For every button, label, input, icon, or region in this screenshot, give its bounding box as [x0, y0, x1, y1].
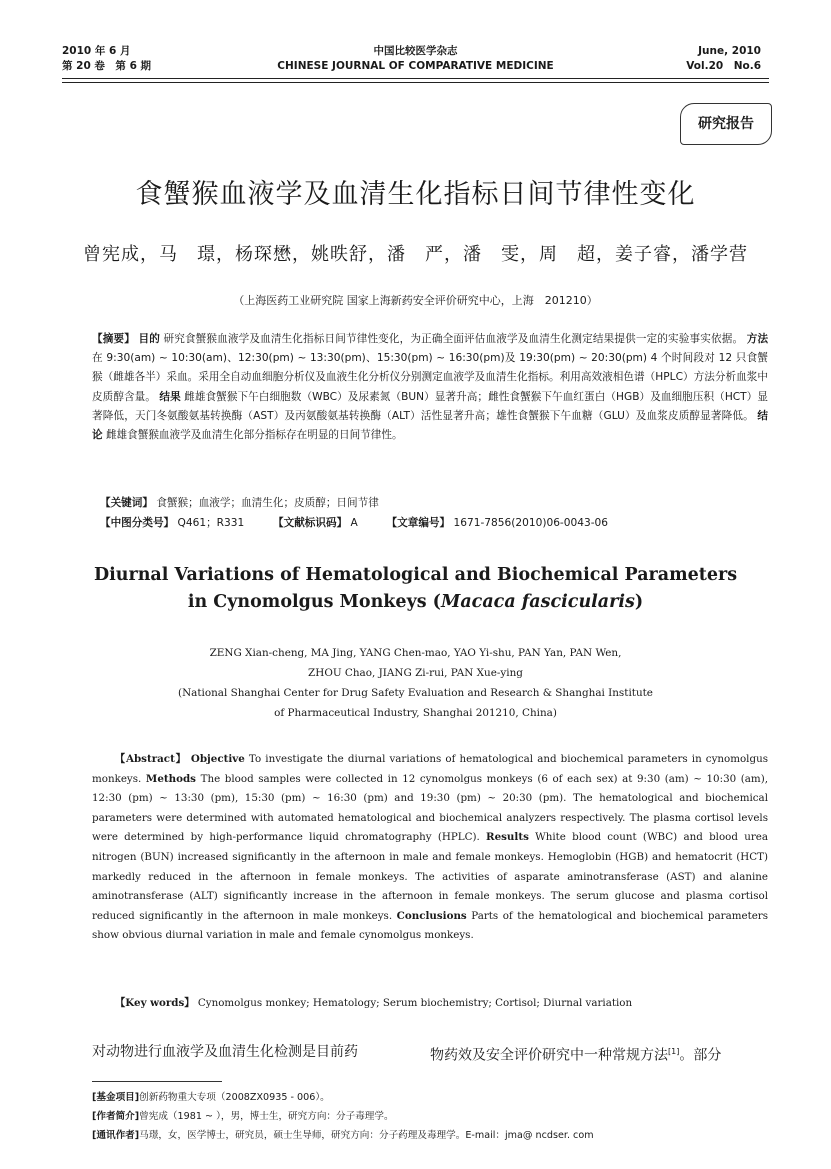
footnote-funding-label: [基金项目]	[92, 1092, 140, 1103]
footnote-funding	[92, 1088, 330, 1107]
title-en-post: )	[634, 592, 644, 612]
abstract-en-label: 【Abstract】	[114, 753, 187, 765]
citation-ref[interactable]: [1]	[668, 1047, 680, 1056]
footnote-author-text: 曾宪成（1981 ~ ），男，博士生，研究方向：分子毒理学。	[139, 1111, 394, 1122]
footnote-corresponding-text: 马璟，女，医学博士，研究员，硕士生导师，研究方向：分子药理及毒理学。E-mail：jma@ ncdser. com	[139, 1130, 594, 1141]
doc-code-label: 【文献标识码】	[273, 517, 348, 529]
issue-volume-cn: 第 20 卷 第 6 期	[62, 60, 152, 72]
header-rule-bottom	[62, 82, 769, 83]
classification-cn	[100, 514, 770, 533]
body-column-left: 对动物进行血液学及血清生化检测是目前药	[92, 1044, 358, 1060]
abstract-en-methods-label: Methods	[145, 772, 196, 785]
footnote-corresponding	[92, 1126, 594, 1145]
body-right-tail: 。部分	[679, 1047, 722, 1064]
title-en-pre: in Cynomolgus Monkeys (	[187, 592, 441, 612]
author-list-en-line1: ZENG Xian-cheng, MA Jing, YANG Chen-mao, YAO Yi-shu, PAN Yan, PAN Wen,	[209, 647, 622, 659]
abstract-cn	[92, 330, 768, 445]
abstract-cn-methods: 在 9:30(am) ~ 10:30(am)、12:30(pm) ~ 13:30(pm)、15:30(pm) ~ 16:30(pm)及 19:30(pm) ~ 20:30(pm) 4 个时间段对 12 只食蟹猴（雌雄各半）采血。采用全自动血细胞分析仪及血液生化分析仪分别测定血液学及血清生化指标。利用高效液相色谱（HPLC）方法分析血浆中皮质醇含量。	[92, 352, 768, 403]
abstract-cn-results: 雌雄食蟹猴下午白细胞数（WBC）及尿素氮（BUN）显著升高；雌性食蟹猴下午血红蛋白（HGB）及血细胞压积（HCT）显著降低，天门冬氨酸氨基转换酶（AST）及丙氨酸氨基转换酶（ALT）活性显著升高；雄性食蟹猴下午血糖（GLU）及血浆皮质醇显著降低。	[92, 390, 768, 422]
issue-volume-en: Vol.20 No.6	[686, 60, 761, 72]
abstract-en-results-label: Results	[486, 831, 529, 844]
body-right-text: 物药效及安全评价研究中一种常规方法	[430, 1047, 668, 1064]
keywords-cn	[100, 494, 770, 513]
abstract-cn-results-label: 结果	[159, 390, 181, 403]
keywords-en-text: Cynomolgus monkey; Hematology; Serum biochemistry; Cortisol; Diurnal variation	[197, 997, 633, 1009]
affiliation-cn: （上海医药工业研究院 国家上海新药安全评价研究中心，上海 201210）	[233, 294, 598, 307]
article-title-en-line1: Diurnal Variations of Hematological and Biochemical Parameters	[93, 565, 738, 585]
abstract-en	[92, 750, 768, 946]
article-title-en	[0, 562, 831, 616]
abstract-cn-conclusion: 雌雄食蟹猴血液学及血清生化部分指标存在明显的日间节律性。	[105, 429, 403, 442]
abstract-en-methods: The blood samples were collected in 12 cynomolgus monkeys (6 of each sex) at 9:30 (am) ~ 10:30 (am), 12:30 (pm) ~ 13:30 (pm), 15:30 (pm) ~ 16:30 (pm) and 19:30 (pm) ~ 20:30 (pm). The hematological and biochemical parameters were determined with automated hematological and biochemical analyzers respectively. The plasma cortisol levels were determined by high-performance liquid chromatography (HPLC).	[92, 772, 768, 844]
author-list-cn: 曾宪成，马 璟，杨琛懋，姚昳舒，潘 严，潘 雯，周 超，姜子睿，潘学营	[83, 244, 748, 265]
journal-name-cn: 中国比较医学杂志	[373, 45, 458, 57]
abstract-en-conclusions: Parts of the hematological and biochemical parameters show obvious diurnal variation in male and female cynomolgus monkeys.	[92, 909, 769, 942]
issue-date-cn: 2010 年 6 月	[62, 45, 131, 57]
header-right	[686, 44, 761, 74]
article-number-label: 【文章编号】	[386, 517, 451, 529]
article-number-value: 1671-7856(2010)06-0043-06	[453, 517, 609, 529]
affiliation-en-line2: of Pharmaceutical Industry, Shanghai 201210, China)	[274, 707, 557, 719]
species-name: Macaca fascicularis	[440, 592, 635, 612]
clc-value: Q461；R331	[177, 517, 245, 529]
abstract-en-objective-label: Objective	[190, 753, 245, 765]
keywords-cn-label: 【关键词】	[100, 497, 153, 509]
abstract-cn-conclusion-label: 结论	[92, 409, 768, 442]
abstract-en-objective: To investigate the diurnal variations of hematological and biochemical parameters in cynomolgus monkeys.	[92, 753, 768, 785]
article-title-cn: 食蟹猴血液学及血清生化指标日间节律性变化	[135, 179, 696, 210]
article-title-en-line2	[0, 589, 831, 616]
clc-label: 【中图分类号】	[100, 517, 175, 529]
author-block-en	[0, 643, 831, 723]
body-column-right	[430, 1042, 721, 1066]
keywords-en-label: 【Key words】	[115, 997, 195, 1009]
footnote-author-label: [作者简介]	[92, 1111, 140, 1122]
footnote-author	[92, 1107, 394, 1126]
column-tag-stamp: 研究报告	[680, 103, 772, 145]
affiliation-en-line1: (National Shanghai Center for Drug Safety Evaluation and Research & Shanghai Institute	[178, 687, 653, 699]
footnote-rule	[92, 1081, 222, 1082]
author-list-en-line2: ZHOU Chao, JIANG Zi-rui, PAN Xue-ying	[308, 667, 523, 679]
abstract-en-conclusions-label: Conclusions	[396, 909, 467, 922]
abstract-cn-objective: 研究食蟹猴血液学及血清生化指标日间节律性变化，为正确全面评估血液学及血清生化测定结果提供一定的实验事实依据。	[163, 333, 744, 345]
doc-code-value: A	[350, 517, 358, 529]
abstract-cn-label: 【摘要】	[92, 333, 135, 345]
header-rule-top	[62, 78, 769, 79]
footnote-funding-text: 创新药物重大专项（2008ZX0935 - 006）。	[139, 1092, 330, 1103]
journal-name-en: CHINESE JOURNAL OF COMPARATIVE MEDICINE	[277, 60, 554, 72]
issue-date-en: June, 2010	[698, 45, 761, 57]
keywords-en	[115, 994, 632, 1013]
abstract-cn-objective-label: 目的	[138, 333, 160, 345]
abstract-cn-methods-label: 方法	[746, 333, 769, 345]
abstract-en-results: White blood count (WBC) and blood urea nitrogen (BUN) increased significantly in the afternoon in male and female monkeys. Hemoglobin (HGB) and hematocrit (HCT) markedly reduced in the afternoon in female monkeys. The activities of asparate aminotransferase (AST) and alanine aminotransferase (ALT) significantly increase in the afternoon in female monkeys. The serum glucose and plasma cortisol reduced significantly in the afternoon in male monkeys.	[92, 831, 768, 922]
keywords-cn-text: 食蟹猴；血液学；血清生化；皮质醇；日间节律	[156, 497, 379, 509]
footnote-corresponding-label: [通讯作者]	[92, 1130, 140, 1141]
